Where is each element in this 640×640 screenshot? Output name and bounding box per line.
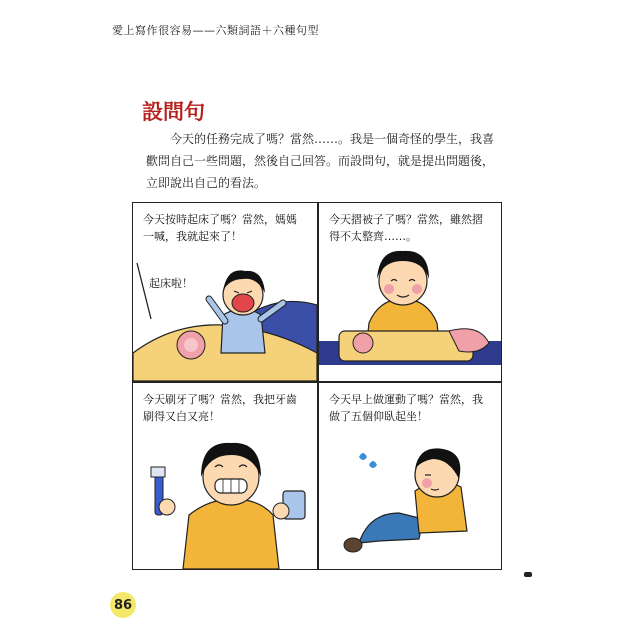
- comic-panel-fold-blanket: [319, 203, 501, 381]
- panel-caption: 今天早上做運動了嗎？當然，我做了五個仰臥起坐！: [329, 393, 483, 423]
- speech-text: 起床啦！: [149, 277, 193, 290]
- intro-paragraph: 今天的任務完成了嗎？當然……。我是一個奇怪的學生，我喜歡問自己一些問題，然後自己回答。而設問句，就是提出問題後，立即說出自己的看法。: [146, 132, 495, 190]
- running-header: 愛上寫作很容易——六類詞語＋六種句型: [112, 24, 319, 37]
- comic-panel-sit-ups: [319, 383, 501, 569]
- panel-caption: 今天按時起床了嗎？當然，媽媽一喊，我就起來了！: [143, 213, 297, 243]
- section-title: 設問句: [142, 99, 205, 124]
- page-number-badge: 86: [110, 592, 136, 618]
- comic-strip: [132, 202, 502, 570]
- comic-panel-brush-teeth: [133, 383, 317, 569]
- panel-caption: 今天刷牙了嗎？當然，我把牙齒刷得又白又亮！: [143, 393, 297, 423]
- panel-caption: 今天摺被子了嗎？當然，雖然摺得不太整齊……。: [329, 213, 483, 243]
- corner-mark: [524, 572, 532, 577]
- comic-panel-wake-up: [133, 203, 317, 381]
